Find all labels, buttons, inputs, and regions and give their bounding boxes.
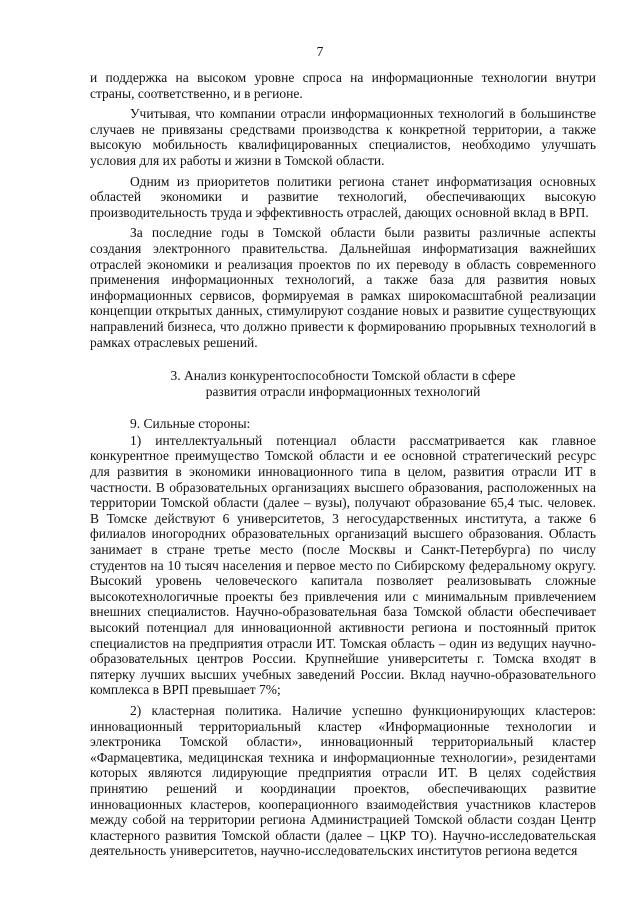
list-point: 1) интеллектуальный потенциал области рассматривается как главное конкурентное преимущество Томской области и ее основной стратегический ресурс для развития в экономики инновационного типа в целом, развития отрасли ИТ в частности. В образовательных организациях высшего образования, расположенных на территории Томской области (далее – вузы), получают образование 65,4 тыс. человек. В Томске действуют 6 университетов, 3 негосударственных института, а также 6 филиалов иногородних образовательных организаций высшего образования. Область занимает в стране третье место (после Москвы и Санкт-Петербурга) по числу студентов на 10 тысяч населения и первое место по Сибирскому федеральному округу. Высокий уровень человеческого капитала позволяет реализовывать сложные высокотехнологичные проекты без привлечения или с минимальным привлечением внешних специалистов. Научно-образовательная база Томской области обеспечивает высокий потенциал для инновационной активности региона и постоянный приток специалистов на предприятия отрасли ИТ. Томская область – один из ведущих научно-образовательных центров России. Крупнейшие университеты г. Томска входят в пятерку лучших высших учебных заведений России. Вклад научно-образовательного комплекса в ВРП превышает 7%; <box>90 432 596 698</box>
item-heading: 9. Сильные стороны: <box>130 416 251 432</box>
page-number: 7 <box>316 44 324 59</box>
paragraph: Учитывая, что компании отрасли информационных технологий в большинстве случаев не привязаны средствами производства к конкретной территории, а также высокую мобильность квалифицированных специалистов, необходимо улучшать условия для их работы и жизни в Томской области. <box>90 106 596 168</box>
section-heading-line-2: развития отрасли информационных технологий <box>205 383 481 399</box>
list-point: 2) кластерная политика. Наличие успешно функционирующих кластеров: инновационный территориальный кластер «Информационные технологии и электроника Томской области», инновационный территориальный кластер «Фармацевтика, медицинская техника и информационные технологии», резидентами которых являются лидирующие предприятия отрасли ИТ. В целях содействия принятию решений и координации проектов, обеспечивающих развитие инновационных кластеров, кооперационного взаимодействия участников кластеров между собой на территории региона Администрацией Томской области создан Центр кластерного развития Томской области (далее – ЦКР ТО). Научно-исследовательская деятельность университетов, научно-исследовательских институтов региона ведется <box>90 702 596 859</box>
paragraph-continuation: и поддержка на высоком уровне спроса на информационные технологии внутри страны, соответственно, и в регионе. <box>90 70 596 101</box>
document-body <box>90 70 596 864</box>
paragraph: Одним из приоритетов политики региона станет информатизация основных областей экономики и развитие технологий, обеспечивающих высокую производительность труда и эффективность отраслей, дающих основной вклад в ВРП. <box>90 173 596 220</box>
section-heading-line-1: 3. Анализ конкурентоспособности Томской области в сфере <box>170 368 516 384</box>
section-heading <box>90 368 596 399</box>
paragraph: За последние годы в Томской области были развиты различные аспекты создания электронного правительства. Дальнейшая информатизация важнейших отраслей экономики и реализация проектов по их переводу в область современного применения информационных технологий, а также база для развития новых информационных сервисов, формируемая в рамках широкомасштабной реализации концепции открытых данных, стимулируют создание новых и развитие существующих направлений бизнеса, что должно привести к формированию прорывных технологий в рамках отраслевых решений. <box>90 225 596 350</box>
